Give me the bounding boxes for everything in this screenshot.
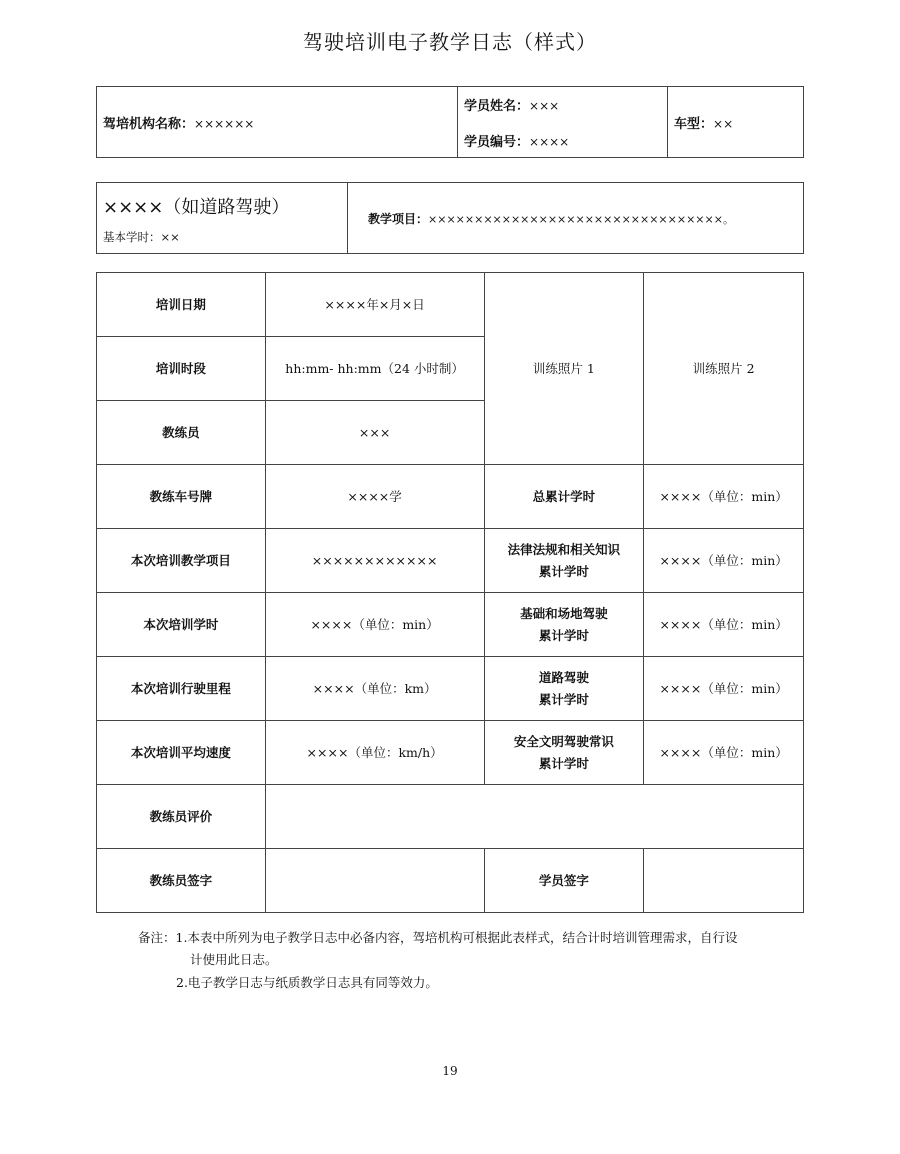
road-label-line1: 道路驾驶 [538,669,589,685]
road-hours-label [484,657,644,721]
mileage-value: ××××（单位：km） [265,657,484,721]
table-row [97,785,804,849]
note-line-1 [138,928,737,948]
header-table [96,86,804,158]
safety-label-line1: 安全文明驾驶常识 [513,733,614,749]
period-value: hh:mm- hh:mm（24 小时制） [265,337,484,401]
student-id-value: ×××× [529,134,570,149]
student-sign-label: 学员签字 [484,849,644,913]
eval-label: 教练员评价 [97,785,266,849]
log-table [96,272,804,913]
table-row [97,465,804,529]
plate-value: ××××学 [265,465,484,529]
safety-hours-value: ××××（单位：min） [644,721,804,785]
table-row [97,657,804,721]
road-label-line2: 累计学时 [538,691,589,707]
subject-block [96,182,804,254]
teaching-item-label: 教学项目： [368,211,429,226]
mileage-label: 本次培训行驶里程 [97,657,266,721]
page-title: 驾驶培训电子教学日志（样式） [303,30,597,54]
total-hours-label: 总累计学时 [484,465,644,529]
speed-label: 本次培训平均速度 [97,721,266,785]
teaching-item-cell [348,183,804,254]
teaching-item-value: ××××××××××××××××××××××××××××××××。 [428,212,734,226]
student-name-value: ××× [529,98,560,113]
basic-hours: 基本学时：×× [103,230,180,244]
student-cell [458,87,668,158]
basic-label-line2: 累计学时 [538,627,589,643]
speed-value: ××××（单位：km/h） [265,721,484,785]
coach-value: ××× [265,401,484,465]
org-label: 驾培机构名称： [103,116,195,132]
photo-2: 训练照片 2 [644,273,804,465]
basic-hours-label [484,593,644,657]
table-row [97,529,804,593]
hours-value: ××××（单位：min） [265,593,484,657]
basic-hours-value: ××××（单位：min） [644,593,804,657]
note-prefix: 备注： [138,930,176,945]
page-number: 19 [442,1064,458,1078]
coach-label: 教练员 [97,401,266,465]
car-type-label: 车型： [674,116,714,132]
student-name-label: 学员姓名： [464,98,530,114]
org-value: ×××××× [194,116,255,131]
eval-field[interactable] [265,785,803,849]
item-value: ×××××××××××× [265,529,484,593]
subject-title: ××××（如道路驾驶） [103,197,290,218]
table-row [97,849,804,913]
coach-sign-field[interactable] [265,849,484,913]
total-hours-value: ××××（单位：min） [644,465,804,529]
note-1b: 计使用此日志。 [190,952,278,967]
car-type-cell [668,87,804,158]
law-label-line1: 法律法规和相关知识 [507,541,621,557]
law-hours-value: ××××（单位：min） [644,529,804,593]
car-type-value: ×× [713,116,734,131]
note-1a: 1.本表中所列为电子教学日志中必备内容，驾培机构可根据此表样式，结合计时培训管理需求，自行设 [175,930,738,945]
coach-sign-label: 教练员签字 [97,849,266,913]
road-hours-value: ××××（单位：min） [644,657,804,721]
plate-label: 教练车号牌 [97,465,266,529]
date-value: ××××年×月×日 [265,273,484,337]
table-row [97,721,804,785]
note-2: 2.电子教学日志与纸质教学日志具有同等效力。 [176,975,438,990]
subject-cell [97,183,348,254]
safety-hours-label [484,721,644,785]
student-id-label: 学员编号： [464,134,530,150]
safety-label-line2: 累计学时 [538,755,589,771]
item-label: 本次培训教学项目 [97,529,266,593]
date-label: 培训日期 [97,273,266,337]
photo-1: 训练照片 1 [484,273,644,465]
org-cell [97,87,458,158]
law-hours-label [484,529,644,593]
table-row [97,273,804,337]
hours-label: 本次培训学时 [97,593,266,657]
law-label-line2: 累计学时 [538,563,589,579]
table-row [97,593,804,657]
period-label: 培训时段 [97,337,266,401]
basic-label-line1: 基础和场地驾驶 [520,605,608,621]
student-sign-field[interactable] [644,849,804,913]
